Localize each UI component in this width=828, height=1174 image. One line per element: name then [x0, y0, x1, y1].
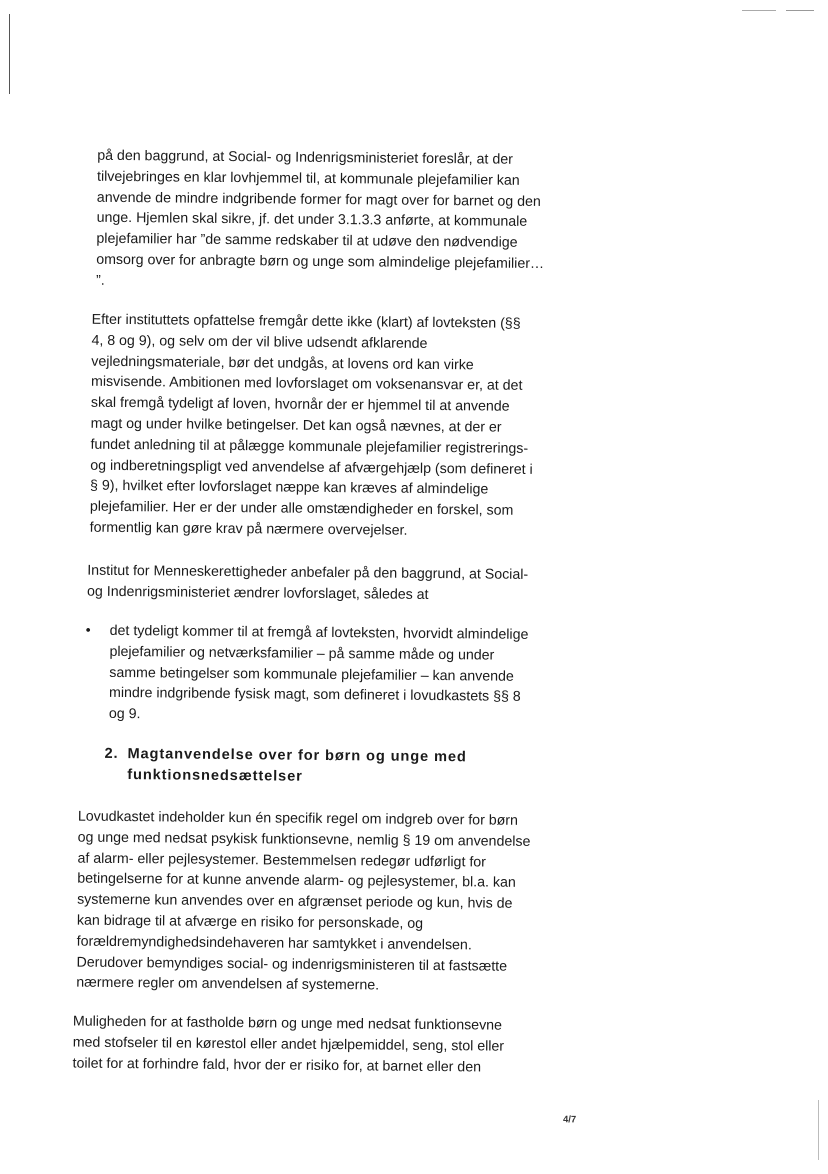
page-number: 4/7: [562, 1114, 577, 1126]
recommendation-bullet: [85, 621, 606, 723]
body-paragraph-4: Lovudkastet indeholder kun én specifik regel om indgreb over for børn og unge med nedsat psykisk funktionsevne, nemlig § 19 om anvendelse af alarm- eller pejlesystemer. Bestemmelsen redegør udførligt for betingelserne for at kunne anvende alarm- og pejlesystemer, bl.a. kan systemerne kun anvendes over en afgrænset periode og kun, hvis de kan bidrage til at afværge en risiko for personskade, og forældremyndighedsindehaveren har samtykket i anvendelsen. Derudover bemyndiges social- og indenrigsministeren til at fastsætte nærmere regler om anvendelsen af systemerne.: [76, 808, 531, 994]
section-number: 2.: [104, 745, 119, 762]
body-paragraph-5: Muligheden for at fastholde børn og unge med nedsat funktionsevne med stofseler til en kørestol eller andet hjælpemiddel, seng, stol eller toilet for at forhindre fald, hvor der er risiko for, at barnet eller den: [72, 1013, 505, 1076]
section-heading: [104, 744, 585, 785]
body-paragraph-1: på den baggrund, at Social- og Indenrigsministeriet foreslår, at der tilvejebringes en klar lovhjemmel til, at kommunale plejefamilier kan anvende de mindre indgribende former for magt over for barnet og den unge. Hjemlen skal sikre, jf. det under 3.1.3.3 anførte, at kommunale plejefamilier har ”de samme redskaber til at udøve den nødvendige omsorg over for anbragte børn og unge som almindelige plejefamilier… ”.: [95, 147, 545, 289]
bullet-text: det tydeligt kommer til at fremgå af lovteksten, hvorvidt almindelige plejefamilier og netværksfamilier – på samme måde og under samme betingelser som kommunale plejefamilier – kan anvende mindre indgribende fysisk magt, som defineret i lovudkastets §§ 8 og 9.: [108, 622, 529, 723]
section-title: Magtanvendelse over for børn og unge med funktionsnedsættelser: [127, 746, 467, 785]
body-paragraph-2: Efter instituttets opfattelse fremgår dette ikke (klart) af lovteksten (§§ 4, 8 og 9), og selv om der vil blive udsendt afklarende vejledningsmateriale, bør det undgås, at lovens ord kan virke misvisende. Ambitionen med lovforslaget om voksenansvar er, at det skal fremgå tydeligt af loven, hvornår der er hjemmel til at anvende magt og under hvilke betingelser. Det kan også nævnes, at der er fundet anledning til at pålægge kommunale plejefamilier registrerings- og indberetningspligt ved anvendelse af afværgehjælp (som defineret i § 9), hvilket efter lovforslaget næppe kan kræves af almindelige plejefamilier. Her er der under alle omstændigheder en forskel, som formentlig kan gøre krav på nærmere overvejelser.: [89, 311, 533, 539]
body-paragraph-3: Institut for Menneskerettigheder anbefaler på den baggrund, at Social- og Indenrigsministeriet ændrer lovforslaget, således at: [86, 562, 529, 603]
bullet-icon: •: [85, 622, 91, 639]
